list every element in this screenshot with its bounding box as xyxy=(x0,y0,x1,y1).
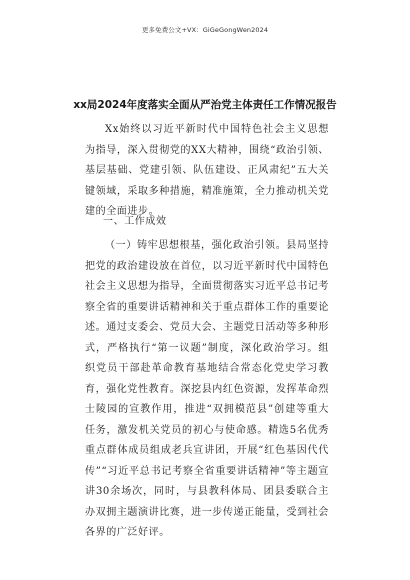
section1-paragraph-text: （一）铸牢思想根基，强化政治引领。县局坚持把党的政治建设放在首位，以习近平新时代中国特色社会主义思想为指导，全面贯彻落实习近平总书记考察全省的重要讲话精神和关于重点群体工作的重要论述。通过支委会、党员大会、主题党日活动等多种形式，严格执行“第一议题”制度，深化政治学习。组织党员干部赴革命教育基地结合常态化党史学习教育，强化党性教育。深挖县内红色资源，发挥革命烈士陵园的宣教作用，推进“双拥模范县”创建等重大任务，激发机关党员的初心与使命感。精选5名优秀重点群体成员组成老兵宣讲团，开展“红色基因代代传”“习近平总书记考察全省重要讲话精神”等主题宣讲30余场次，同时，与县教科体局、团县委联合主办双拥主题演讲比赛，进一步传递正能量，受到社会各界的广泛好评。 xyxy=(85,240,329,538)
section1-paragraph xyxy=(85,236,329,544)
intro-paragraph xyxy=(85,120,329,223)
header-note: 更多免费公文+VX：GiGeGongWen2024 xyxy=(141,26,269,34)
intro-paragraph-text: Xx始终以习近平新时代中国特色社会主义思想为指导，深入贯彻党的XX大精神，围绕“政治引领、基层基础、党建引领、队伍建设、正风肃纪”五大关键领域，采取多种措施，精准施策，全力推动机关党建的全面进步。 xyxy=(85,124,329,217)
section-heading: 一、工作成效 xyxy=(103,216,167,227)
document-title: xx局2024年度落实全面从严治党主体责任工作情况报告 xyxy=(73,99,337,111)
